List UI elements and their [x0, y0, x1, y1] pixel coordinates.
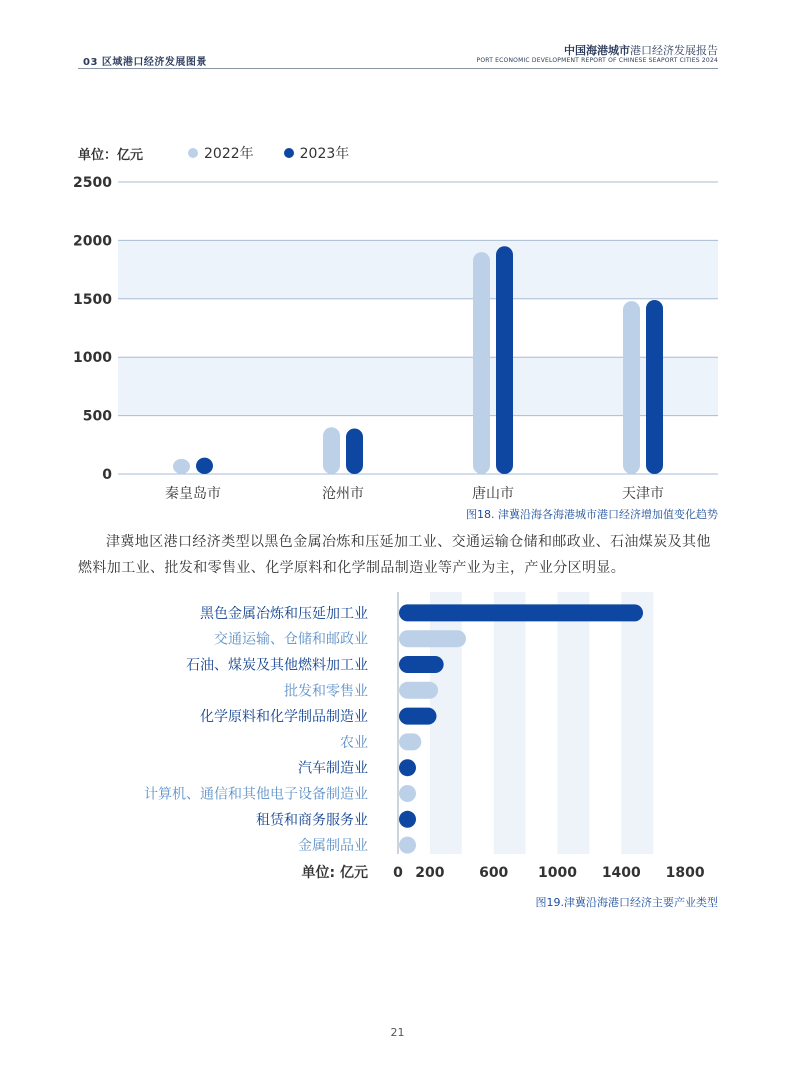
fig19-xtick-label: 1000	[538, 865, 577, 881]
fig19-xtick-label: 0	[393, 865, 403, 881]
fig18-xtick-label: 唐山市	[472, 486, 514, 502]
fig19-xtick-label: 1800	[665, 865, 705, 881]
fig19-unit: 单位: 亿元	[301, 865, 368, 881]
fig19-grid-band	[494, 592, 526, 854]
fig18-bar-2022	[323, 427, 340, 474]
fig19-category-label: 农业	[340, 734, 368, 751]
fig18-chart	[60, 170, 730, 510]
legend-2023-label: 2023年	[299, 146, 350, 162]
fig19-bar	[399, 708, 436, 725]
fig19-bar	[399, 630, 466, 647]
fig18-legend	[188, 143, 349, 163]
fig19-bar	[399, 656, 444, 673]
fig18-ytick-label: 2000	[73, 233, 112, 250]
fig18-ytick-label: 1000	[73, 350, 112, 367]
fig19-category-label: 交通运输、仓储和邮政业	[214, 631, 368, 648]
report-title-rest: 港口经济发展报告	[630, 44, 718, 57]
fig19-xtick-label: 1400	[601, 865, 641, 881]
fig19-category-label: 批发和零售业	[284, 683, 368, 700]
fig19-bar	[399, 837, 416, 854]
fig19-xtick-label: 200	[415, 865, 445, 881]
fig19-caption: 图19.津冀沿海港口经济主要产业类型	[535, 896, 718, 909]
legend-2022-swatch	[188, 148, 198, 158]
fig18-xtick-label: 沧州市	[322, 486, 364, 502]
report-title-bold: 中国海港城市	[564, 44, 630, 57]
fig19-bar	[399, 759, 416, 776]
fig19-bar	[399, 811, 416, 828]
fig19-category-label: 租赁和商务服务业	[256, 812, 368, 829]
fig18-bar-2022	[623, 301, 640, 474]
fig19-xtick-label: 600	[479, 865, 509, 881]
legend-2023-swatch	[284, 148, 294, 158]
report-subtitle: PORT ECONOMIC DEVELOPMENT REPORT OF CHINESE SEAPORT CITIES 2024	[476, 57, 718, 64]
fig18-ytick-label: 2500	[73, 175, 112, 191]
report-title	[564, 42, 718, 58]
legend-2023	[284, 143, 350, 163]
fig19-bar	[399, 604, 643, 621]
fig19-grid-band	[558, 592, 590, 854]
fig18-ytick-label: 0	[102, 467, 112, 483]
fig18-bar-2023	[646, 300, 663, 474]
fig18-bar-2023	[346, 428, 363, 474]
fig18-bar-2023	[196, 458, 213, 474]
fig18-xtick-label: 秦皇岛市	[165, 486, 221, 502]
fig19-category-label: 化学原料和化学制品制造业	[200, 709, 368, 726]
fig19-bar	[399, 733, 421, 750]
page-number: 21	[390, 1026, 405, 1039]
fig19-category-label: 金属制品业	[298, 838, 368, 855]
fig19-category-label: 计算机、通信和其他电子设备制造业	[144, 786, 368, 803]
fig18-caption: 图18. 津冀沿海各海港城市港口经济增加值变化趋势	[466, 508, 718, 521]
legend-2022-label: 2022年	[204, 146, 254, 162]
fig19-category-label: 黑色金属冶炼和压延加工业	[200, 605, 368, 622]
fig19-bar	[399, 785, 416, 802]
fig18-bar-2022	[173, 459, 190, 474]
fig19-category-label: 汽车制造业	[298, 760, 368, 777]
fig18-bar-2022	[473, 252, 490, 474]
fig18-xtick-label: 天津市	[622, 486, 664, 502]
fig19-grid-band	[621, 592, 653, 854]
fig18-ytick-label: 500	[82, 408, 112, 425]
fig18-bar-2023	[496, 246, 513, 474]
fig19-chart	[80, 590, 720, 885]
fig19-category-label: 石油、煤炭及其他燃料加工业	[186, 657, 368, 674]
fig18-unit: 单位：亿元	[78, 148, 144, 163]
fig18-ytick-label: 1500	[73, 291, 112, 308]
legend-2022	[188, 143, 254, 163]
fig18-grid-band	[118, 240, 718, 298]
fig19-bar	[399, 682, 438, 699]
body-paragraph: 津冀地区港口经济类型以黑色金属冶炼和压延加工业、交通运输仓储和邮政业、石油煤炭及其他燃料加工业、批发和零售业、化学原料和化学制品制造业等产业为主，产业分区明显。	[78, 534, 711, 576]
header-divider	[78, 68, 718, 69]
section-label: 03 区域港口经济发展图景	[83, 57, 207, 68]
